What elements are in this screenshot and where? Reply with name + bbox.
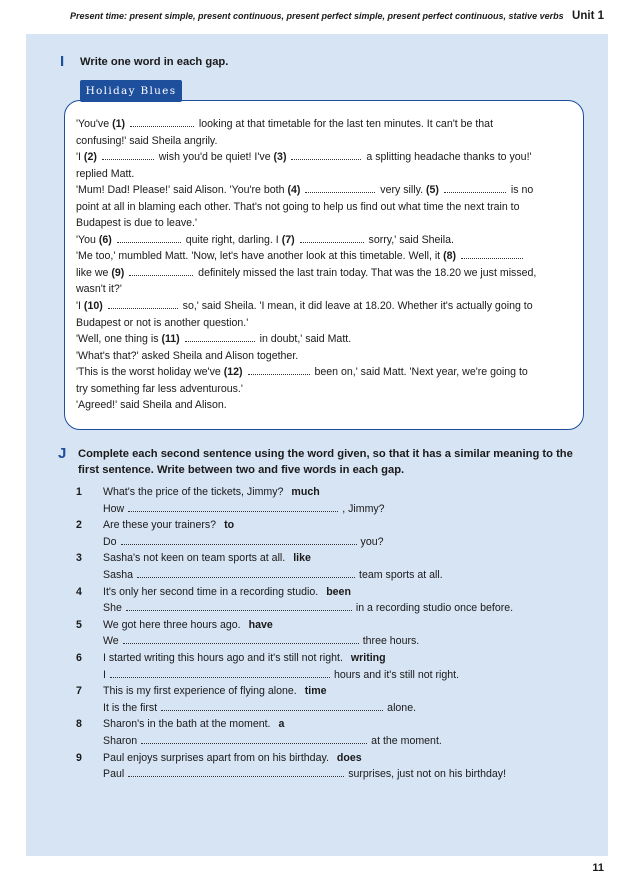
list-item — [76, 750, 576, 783]
answer-gap[interactable] — [305, 184, 375, 193]
second-sentence — [103, 534, 384, 551]
story-text-segment: been on,' said Matt. 'Next year, we're going to — [311, 366, 528, 379]
list-item — [76, 550, 576, 583]
story-text-segment: 'Well, one thing is — [76, 333, 162, 346]
story-text-segment: replied Matt. — [76, 167, 135, 180]
story-text-segment: 'I — [76, 300, 84, 313]
answer-gap[interactable] — [185, 333, 255, 342]
sentence-text: What's the price of the tickets, Jimmy? — [103, 486, 284, 498]
answer-gap[interactable] — [461, 250, 523, 259]
story-line — [76, 281, 572, 298]
story-text-segment: is no — [507, 184, 534, 197]
sentence-text: I started writing this hours ago and it's still not right. — [103, 651, 343, 664]
second-sentence — [103, 501, 385, 518]
key-word: a — [278, 718, 285, 731]
sentence-end: alone. — [387, 701, 417, 714]
story-text-segment: a splitting headache thanks to you!' — [363, 151, 532, 164]
list-item — [76, 683, 576, 716]
story-text-segment: 'You've — [76, 118, 113, 130]
item-number: 8 — [76, 718, 82, 731]
item-number: 6 — [76, 651, 82, 664]
section-j-instruction-line1: Complete each second sentence using the word given, so that it has a similar meaning to the — [78, 448, 573, 460]
key-word: writing — [350, 651, 386, 664]
gap-number: (4) — [287, 184, 301, 197]
story-text-segment: try something far less adventurous.' — [76, 382, 243, 395]
answer-gap[interactable] — [128, 768, 344, 777]
list-item — [76, 617, 576, 650]
list-item — [76, 716, 576, 749]
story-line — [76, 265, 572, 282]
story-text-segment — [124, 267, 127, 279]
answer-gap[interactable] — [129, 267, 193, 276]
sentence-start: Sharon — [103, 734, 138, 747]
sentence-start: She — [103, 602, 122, 615]
sentence-start: How — [103, 502, 125, 515]
answer-gap[interactable] — [300, 234, 364, 243]
sentence-text: It's only her second time in a recording studio. — [103, 585, 319, 598]
story-line — [76, 182, 572, 199]
gap-number: (9) — [111, 266, 125, 279]
item-number: 1 — [76, 486, 82, 498]
first-sentence — [103, 750, 362, 767]
story-text-segment: Budapest or not is another question.' — [76, 316, 249, 329]
gap-number: (3) — [273, 151, 287, 164]
gap-number: (10) — [83, 300, 103, 313]
answer-gap[interactable] — [161, 702, 383, 711]
gap-number: (7) — [281, 233, 295, 246]
story-text-segment — [243, 366, 246, 378]
sentence-end: in a recording studio once before. — [355, 602, 514, 615]
sentence-start: It is the first — [103, 701, 158, 714]
answer-gap[interactable] — [130, 118, 194, 127]
story-text-segment: wish you'd be quiet! I've — [155, 151, 274, 164]
gap-number: (8) — [443, 250, 457, 263]
story-line — [76, 348, 572, 365]
second-sentence — [103, 733, 442, 750]
section-i-instruction: Write one word in each gap. — [80, 56, 229, 68]
story-line — [76, 315, 572, 332]
list-item — [76, 650, 576, 683]
first-sentence — [103, 683, 327, 700]
story-line — [76, 298, 572, 315]
section-j-instruction-line2: first sentence. Write between two and five words in each gap. — [78, 464, 405, 476]
item-number: 5 — [76, 618, 82, 631]
story-text-segment: very silly. — [377, 184, 427, 197]
key-word: have — [248, 618, 273, 631]
story-text-segment: definitely missed the last train today. That was the 18.20 we just missed, — [195, 266, 537, 279]
answer-gap[interactable] — [128, 503, 338, 512]
gap-number: (5) — [426, 184, 439, 197]
second-sentence — [103, 700, 416, 717]
running-header — [0, 6, 604, 24]
answer-gap[interactable] — [117, 234, 181, 243]
item-number: 2 — [76, 519, 82, 532]
story-text-segment — [300, 184, 303, 196]
key-word: does — [336, 751, 362, 764]
story-line — [76, 381, 572, 398]
first-sentence — [103, 650, 386, 667]
sentence-end: team sports at all. — [359, 568, 443, 581]
key-word: much — [291, 486, 320, 498]
answer-gap[interactable] — [126, 602, 352, 611]
sentence-text: Are these your trainers? — [103, 519, 217, 532]
answer-gap[interactable] — [123, 635, 359, 644]
answer-gap[interactable] — [444, 184, 506, 193]
section-j-instruction — [78, 446, 578, 478]
story-text-segment — [103, 300, 106, 312]
story-line — [76, 116, 572, 133]
story-text-segment: 'This is the worst holiday we've — [76, 366, 224, 379]
story-text-segment — [295, 234, 298, 246]
answer-gap[interactable] — [291, 151, 361, 160]
sentence-start: Paul — [103, 768, 125, 781]
sentence-end: , Jimmy? — [342, 502, 385, 515]
story-text-segment — [286, 151, 289, 163]
running-title: Present time: present simple, present continuous, present perfect simple, present perfect continuous, stative verbs — [69, 11, 564, 21]
sentence-text: We got here three hours ago. — [103, 618, 241, 631]
list-item — [76, 584, 576, 617]
story-text-segment — [125, 118, 128, 130]
story-text-segment: 'You — [76, 233, 99, 246]
sentence-text: Sasha's not keen on team sports at all. — [103, 552, 286, 565]
key-word: time — [304, 685, 327, 698]
answer-gap[interactable] — [110, 669, 330, 678]
story-text-segment: sorry,' said Sheila. — [365, 233, 454, 246]
key-word: to — [224, 519, 235, 532]
story-line — [76, 364, 572, 381]
sentence-end: three hours. — [362, 635, 420, 648]
transformation-list — [76, 484, 576, 783]
page-number: 11 — [592, 862, 604, 874]
story-text-segment: confusing!' said Sheila angrily. — [76, 134, 218, 147]
gap-number: (12) — [223, 366, 243, 379]
sentence-end: at the moment. — [371, 734, 442, 747]
first-sentence — [103, 584, 351, 601]
second-sentence — [103, 633, 419, 650]
answer-gap[interactable] — [108, 300, 178, 309]
story-text-segment: 'Mum! Dad! Please!' said Alison. 'You're both — [76, 184, 288, 197]
story-text-segment — [439, 184, 442, 196]
second-sentence — [103, 567, 443, 584]
story-text-segment: point at all in blaming each other. That's not going to help us find out what time the next train to — [76, 200, 520, 213]
item-number: 4 — [76, 585, 82, 598]
second-sentence — [103, 600, 513, 617]
story-text-segment — [456, 250, 459, 262]
story-text-segment: so,' said Sheila. 'I mean, it did leave at 18.20. Whether it's actually going to — [179, 300, 533, 313]
sentence-start: We — [103, 635, 119, 648]
story-text-segment: looking at that timetable for the last ten minutes. It can't be that — [195, 118, 494, 130]
sentence-end: you? — [360, 535, 384, 548]
first-sentence — [103, 617, 273, 634]
key-word: been — [326, 585, 351, 598]
section-j-letter: J — [58, 445, 67, 462]
story-text-segment: 'What's that?' asked Sheila and Alison together. — [76, 349, 299, 362]
story-line — [76, 248, 572, 265]
story-line — [76, 232, 572, 249]
list-item — [76, 484, 576, 517]
story-line — [76, 215, 572, 232]
story-line — [76, 397, 572, 414]
sentence-text: Paul enjoys surprises apart from on his birthday. — [103, 751, 329, 764]
story-text-segment — [180, 333, 183, 345]
list-item — [76, 517, 576, 550]
story-text-segment: quite right, darling. I — [182, 233, 282, 246]
gap-number: (2) — [83, 151, 97, 164]
sentence-end: surprises, just not on his birthday! — [348, 768, 507, 781]
story-text-segment: 'Agreed!' said Sheila and Alison. — [76, 399, 227, 412]
story-text-segment — [112, 234, 115, 246]
key-word: like — [293, 552, 311, 565]
answer-gap[interactable] — [141, 735, 367, 744]
story-text-segment: in doubt,' said Matt. — [256, 333, 352, 346]
section-i-letter: I — [60, 53, 65, 70]
first-sentence — [103, 484, 320, 501]
story-text — [76, 116, 572, 414]
story-text-segment: 'Me too,' mumbled Matt. 'Now, let's have another look at this timetable. Well, it — [76, 250, 444, 263]
first-sentence — [103, 550, 311, 567]
story-line — [76, 133, 572, 150]
story-text-segment: like we — [76, 266, 112, 279]
answer-gap[interactable] — [248, 366, 310, 375]
first-sentence — [103, 716, 284, 733]
story-line — [76, 331, 572, 348]
second-sentence — [103, 766, 506, 783]
gap-number: (11) — [161, 333, 180, 346]
answer-gap[interactable] — [121, 536, 357, 545]
unit-label: Unit 1 — [572, 10, 604, 22]
story-text-segment — [97, 151, 100, 163]
item-number: 9 — [76, 751, 82, 764]
gap-number: (6) — [98, 233, 112, 246]
story-line — [76, 149, 572, 166]
sentence-start: I — [103, 668, 106, 681]
second-sentence — [103, 667, 459, 684]
answer-gap[interactable] — [102, 151, 154, 160]
sentence-text: Sharon's in the bath at the moment. — [103, 718, 271, 731]
answer-gap[interactable] — [137, 569, 355, 578]
gap-number: (1) — [112, 118, 126, 130]
story-text-segment: Budapest is due to leave.' — [76, 217, 197, 230]
sentence-end: hours and it's still not right. — [333, 668, 460, 681]
sentence-start: Sasha — [103, 568, 134, 581]
sentence-start: Do — [103, 535, 117, 548]
story-title: Holiday Blues — [80, 80, 182, 102]
story-line — [76, 166, 572, 183]
story-text-segment: 'I — [76, 151, 84, 164]
story-text-segment: wasn't it?' — [76, 283, 122, 296]
item-number: 7 — [76, 685, 82, 698]
item-number: 3 — [76, 552, 82, 565]
first-sentence — [103, 517, 234, 534]
story-line — [76, 199, 572, 216]
sentence-text: This is my first experience of flying alone. — [103, 685, 297, 698]
